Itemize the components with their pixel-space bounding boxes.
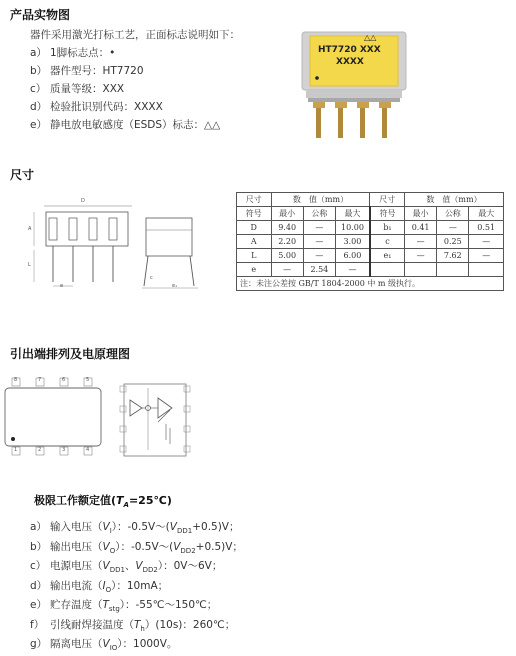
- table-note: 注：未注公差按 GB/T 1804-2000 中 m 级执行。: [237, 277, 504, 291]
- th-values: 数 值（mm）: [271, 193, 370, 207]
- chip-esd-mark: △△: [364, 33, 377, 42]
- pin-label: 3: [62, 447, 66, 453]
- pin-label: 2: [38, 447, 42, 453]
- ratings-item: e） 贮存温度$(T_{stg})$：-55℃～150℃；: [30, 599, 218, 614]
- marking-item: d） 检验批识别代码：XXXX: [30, 101, 163, 113]
- chip-pin: [360, 108, 365, 138]
- ratings-item: c） 电源电压（$V_{DD1}$、$V_{DD2}$）：0V～6V；: [30, 560, 223, 575]
- section-title-pinout: 引出端排列及电原理图: [10, 347, 131, 361]
- chip-pin: [382, 108, 387, 138]
- dimension-table: 尺寸 数 值（mm） 尺寸 数 值（mm） 符号 最小 公称 最大 符号 最小 公称 最大 D 9.40 — 10.00 b₁ 0.41 — 0.51 A 2.20 — 3.00 c — 0.25 — L 5.00 — 6.00 e₁ — 7.62 — e — 2.54 — 注：未注公差按 GB/T 1804-2000 中 m 级执行。: [236, 192, 504, 291]
- dim-label-e1: e₁: [172, 283, 178, 289]
- pin-label: 4: [86, 447, 90, 453]
- outline-front-view: [22, 196, 132, 288]
- th-values-2: 数 值（mm）: [404, 193, 503, 207]
- table-note-row: [237, 277, 504, 291]
- th-dim: 尺寸: [237, 193, 272, 207]
- dim-label-l: L: [28, 262, 31, 268]
- th-dim-2: 尺寸: [370, 193, 405, 207]
- marking-intro: 器件采用激光打标工艺，正面标志说明如下：: [30, 29, 240, 41]
- chip-base: [306, 90, 402, 98]
- pin-label: 6: [62, 377, 66, 383]
- marking-item: c） 质量等级：XXX: [30, 83, 125, 95]
- table-row: L 5.00 — 6.00 e₁ — 7.62 —: [237, 249, 504, 263]
- th-sym-2: 符号: [370, 207, 405, 221]
- dim-label-d: D: [81, 198, 85, 204]
- ratings-title: 极限工作额定值$(T_A=25℃)$: [34, 494, 172, 510]
- ratings-item: d） 输出电流$(I_O)$：10mA；: [30, 579, 169, 594]
- pin-label: 8: [14, 377, 18, 383]
- section-title-dimensions: 尺寸: [10, 168, 35, 182]
- marking-item: e） 静电放电敏感度（ESDS）标志：△△: [30, 119, 221, 131]
- chip-pin: [316, 108, 321, 138]
- ratings-list: [30, 519, 243, 656]
- pin1-dot: [11, 437, 15, 441]
- pin1-dot: [315, 76, 319, 80]
- table-row: e — 2.54 —: [237, 263, 504, 277]
- marking-item: b） 器件型号：HT7720: [30, 65, 144, 77]
- marking-list: [30, 45, 220, 135]
- marking-item: a） 1脚标志点：•: [30, 47, 116, 59]
- dim-label-c: c: [150, 275, 153, 281]
- ratings-item: g） 隔离电压$(V_{IO})$：1000V。: [30, 638, 178, 653]
- table-row: A 2.20 — 3.00 c — 0.25 —: [237, 235, 504, 249]
- table-row: D 9.40 — 10.00 b₁ 0.41 — 0.51: [237, 221, 504, 235]
- dim-label-a: A: [28, 226, 32, 232]
- chip-marking-line2: XXXX: [336, 57, 364, 67]
- ratings-item: f） 引线耐焊接温度$(T_h)(10s)$：260℃；: [30, 618, 236, 633]
- circuit-schematic: [118, 378, 194, 460]
- section-title-photo: 产品实物图: [10, 8, 71, 22]
- ratings-item: a） 输入电压$(V_I)$：$-0.5V\sim(V_{DD1}+0.5)V$；: [30, 521, 240, 536]
- pin-label: 5: [86, 377, 90, 383]
- chip-marking-line1: HT7720 XXX: [318, 45, 381, 55]
- pin-label: 1: [14, 447, 18, 453]
- dim-label-e: e: [60, 283, 64, 289]
- pin-label: 7: [38, 377, 42, 383]
- pinout-top-view: [2, 376, 106, 456]
- chip-pin: [338, 108, 343, 138]
- buffer-triangle: [130, 400, 142, 416]
- th-sym: 符号: [237, 207, 272, 221]
- ratings-item: b） 输出电压$(V_O)$：$-0.5V\sim(V_{DD2}+0.5)V$；: [30, 540, 243, 555]
